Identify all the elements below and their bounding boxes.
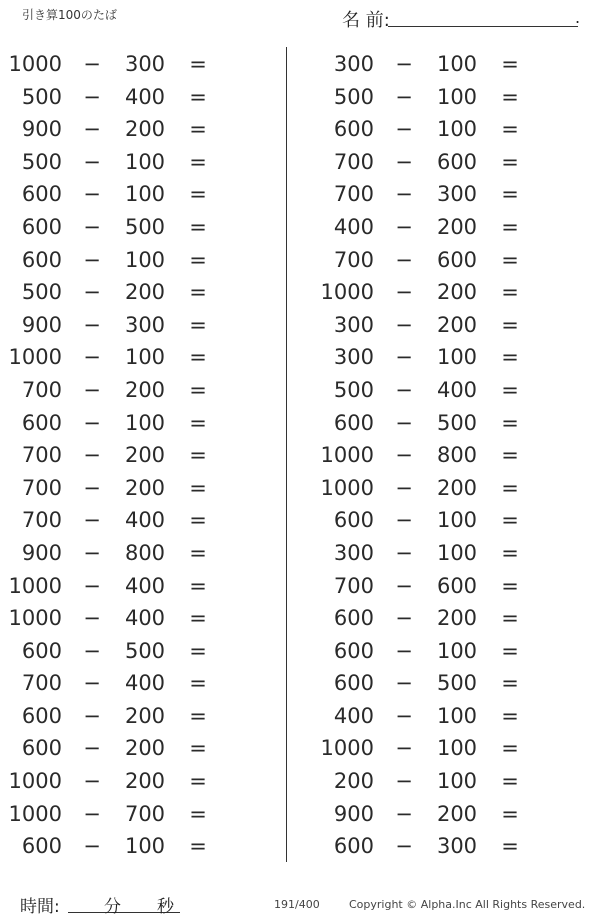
- problem-row: [312, 830, 592, 863]
- problem-row: [0, 81, 280, 114]
- worksheet-title: 引き算100のたば: [22, 8, 117, 22]
- minus-sign: −: [395, 606, 413, 631]
- problem-row: [312, 211, 592, 244]
- subtrahend: 200: [124, 443, 166, 468]
- minus-sign: −: [395, 540, 413, 565]
- equals-sign: =: [189, 671, 207, 696]
- equals-sign: =: [501, 508, 519, 533]
- problem-row: [0, 374, 280, 407]
- minuend: 600: [21, 247, 62, 272]
- problem-row: [0, 211, 280, 244]
- minuend: 600: [21, 182, 62, 207]
- minus-sign: −: [395, 508, 413, 533]
- problem-row: [0, 439, 280, 472]
- problem-row: [312, 309, 592, 342]
- equals-sign: =: [189, 84, 207, 109]
- equals-sign: =: [501, 606, 519, 631]
- minus-sign: −: [83, 703, 101, 728]
- problem-row: [0, 700, 280, 733]
- minus-sign: −: [83, 443, 101, 468]
- equals-sign: =: [501, 769, 519, 794]
- subtrahend: 200: [436, 606, 478, 631]
- minus-sign: −: [83, 214, 101, 239]
- minus-sign: −: [83, 769, 101, 794]
- minuend: 600: [21, 834, 62, 859]
- minuend: 600: [21, 736, 62, 761]
- minus-sign: −: [395, 475, 413, 500]
- subtrahend: 500: [124, 214, 166, 239]
- equals-sign: =: [189, 540, 207, 565]
- minus-sign: −: [395, 638, 413, 663]
- minuend: 1000: [8, 573, 62, 598]
- equals-sign: =: [501, 312, 519, 337]
- minuend: 1000: [320, 475, 374, 500]
- problem-row: [0, 276, 280, 309]
- seconds-label: 秒: [157, 897, 174, 917]
- problem-row: [312, 439, 592, 472]
- equals-sign: =: [189, 736, 207, 761]
- problem-row: [0, 667, 280, 700]
- problem-row: [0, 602, 280, 635]
- equals-sign: =: [501, 149, 519, 174]
- problem-row: [0, 472, 280, 505]
- problem-row: [312, 798, 592, 831]
- minuend: 1000: [8, 345, 62, 370]
- minuend: 600: [333, 117, 374, 142]
- subtrahend: 300: [124, 312, 166, 337]
- minuend: 1000: [8, 606, 62, 631]
- minus-sign: −: [395, 52, 413, 76]
- equals-sign: =: [501, 671, 519, 696]
- problem-row: [0, 798, 280, 831]
- subtrahend: 600: [436, 573, 478, 598]
- equals-sign: =: [501, 84, 519, 109]
- equals-sign: =: [189, 606, 207, 631]
- subtrahend: 100: [124, 345, 166, 370]
- minuend: 300: [333, 345, 374, 370]
- problem-row: [312, 276, 592, 309]
- subtrahend: 200: [436, 312, 478, 337]
- minuend: 600: [21, 410, 62, 435]
- minuend: 700: [21, 475, 62, 500]
- equals-sign: =: [189, 638, 207, 663]
- equals-sign: =: [501, 117, 519, 142]
- subtrahend: 100: [436, 345, 478, 370]
- subtrahend: 200: [124, 769, 166, 794]
- equals-sign: =: [189, 117, 207, 142]
- problem-row: [0, 178, 280, 211]
- equals-sign: =: [189, 834, 207, 859]
- equals-sign: =: [189, 280, 207, 305]
- subtrahend: 200: [436, 801, 478, 826]
- minuend: 700: [333, 573, 374, 598]
- minuend: 300: [333, 312, 374, 337]
- minuend: 1000: [320, 736, 374, 761]
- minuend: 600: [333, 606, 374, 631]
- problem-row: [0, 504, 280, 537]
- equals-sign: =: [189, 377, 207, 402]
- minus-sign: −: [395, 443, 413, 468]
- subtrahend: 400: [124, 573, 166, 598]
- subtrahend: 200: [124, 377, 166, 402]
- problem-row: [0, 113, 280, 146]
- minuend: 500: [21, 280, 62, 305]
- subtrahend: 100: [436, 117, 478, 142]
- subtrahend: 100: [124, 247, 166, 272]
- subtrahend: 400: [124, 606, 166, 631]
- minus-sign: −: [395, 573, 413, 598]
- minus-sign: −: [395, 247, 413, 272]
- problem-row: [0, 570, 280, 603]
- minuend: 700: [21, 377, 62, 402]
- problem-row: [312, 602, 592, 635]
- minuend: 400: [333, 703, 374, 728]
- minuend: 700: [21, 671, 62, 696]
- minus-sign: −: [395, 410, 413, 435]
- subtrahend: 600: [436, 247, 478, 272]
- subtrahend: 700: [124, 801, 166, 826]
- subtrahend: 300: [436, 182, 478, 207]
- minutes-label: 分: [104, 897, 121, 917]
- subtrahend: 200: [436, 475, 478, 500]
- minus-sign: −: [395, 117, 413, 142]
- equals-sign: =: [189, 508, 207, 533]
- minuend: 900: [21, 312, 62, 337]
- minus-sign: −: [395, 801, 413, 826]
- equals-sign: =: [501, 801, 519, 826]
- equals-sign: =: [189, 214, 207, 239]
- minuend: 500: [21, 149, 62, 174]
- minus-sign: −: [83, 52, 101, 76]
- time-label: 時間:: [20, 897, 60, 917]
- minuend: 700: [333, 149, 374, 174]
- minus-sign: −: [395, 149, 413, 174]
- minus-sign: −: [83, 508, 101, 533]
- minus-sign: −: [83, 475, 101, 500]
- equals-sign: =: [501, 443, 519, 468]
- minuend: 600: [21, 703, 62, 728]
- subtrahend: 100: [436, 52, 478, 76]
- equals-sign: =: [501, 377, 519, 402]
- column-divider: [286, 47, 287, 862]
- minuend: 500: [21, 84, 62, 109]
- equals-sign: =: [189, 443, 207, 468]
- minus-sign: −: [395, 671, 413, 696]
- subtrahend: 400: [436, 377, 478, 402]
- subtrahend: 200: [124, 280, 166, 305]
- equals-sign: =: [501, 247, 519, 272]
- subtrahend: 200: [436, 214, 478, 239]
- equals-sign: =: [189, 312, 207, 337]
- minus-sign: −: [83, 149, 101, 174]
- minus-sign: −: [395, 377, 413, 402]
- equals-sign: =: [189, 182, 207, 207]
- minuend: 900: [21, 117, 62, 142]
- minus-sign: −: [395, 769, 413, 794]
- minus-sign: −: [83, 671, 101, 696]
- subtrahend: 200: [124, 117, 166, 142]
- equals-sign: =: [501, 52, 519, 76]
- minuend: 900: [333, 801, 374, 826]
- problem-row: [312, 537, 592, 570]
- equals-sign: =: [501, 834, 519, 859]
- problem-row: [0, 407, 280, 440]
- minuend: 300: [333, 52, 374, 76]
- minuend: 500: [333, 84, 374, 109]
- problem-column-right: [312, 48, 592, 863]
- minuend: 600: [333, 410, 374, 435]
- minus-sign: −: [83, 280, 101, 305]
- equals-sign: =: [189, 410, 207, 435]
- problem-row: [312, 146, 592, 179]
- equals-sign: =: [189, 703, 207, 728]
- minuend: 200: [333, 769, 374, 794]
- problem-row: [312, 341, 592, 374]
- problem-row: [0, 244, 280, 277]
- subtrahend: 100: [436, 736, 478, 761]
- minus-sign: −: [83, 84, 101, 109]
- minuend: 1000: [320, 443, 374, 468]
- subtrahend: 400: [124, 508, 166, 533]
- minus-sign: −: [83, 834, 101, 859]
- subtrahend: 300: [436, 834, 478, 859]
- subtrahend: 100: [436, 769, 478, 794]
- name-blank-line: [388, 26, 578, 27]
- problem-row: [0, 732, 280, 765]
- subtrahend: 100: [436, 703, 478, 728]
- minus-sign: −: [395, 182, 413, 207]
- minus-sign: −: [83, 247, 101, 272]
- problem-row: [0, 537, 280, 570]
- equals-sign: =: [189, 247, 207, 272]
- minuend: 400: [333, 214, 374, 239]
- equals-sign: =: [501, 638, 519, 663]
- equals-sign: =: [501, 182, 519, 207]
- equals-sign: =: [189, 475, 207, 500]
- minuend: 300: [333, 540, 374, 565]
- subtrahend: 100: [124, 410, 166, 435]
- equals-sign: =: [189, 149, 207, 174]
- minus-sign: −: [83, 117, 101, 142]
- equals-sign: =: [189, 345, 207, 370]
- name-label: 名 前:: [342, 10, 390, 31]
- minus-sign: −: [83, 540, 101, 565]
- equals-sign: =: [501, 280, 519, 305]
- subtrahend: 600: [436, 149, 478, 174]
- minuend: 1000: [8, 801, 62, 826]
- minus-sign: −: [395, 736, 413, 761]
- minus-sign: −: [83, 736, 101, 761]
- subtrahend: 100: [436, 638, 478, 663]
- problem-row: [312, 732, 592, 765]
- minus-sign: −: [83, 410, 101, 435]
- equals-sign: =: [189, 52, 207, 76]
- copyright-notice: Copyright © Alpha.Inc All Rights Reserved.: [349, 898, 586, 911]
- minuend: 700: [21, 443, 62, 468]
- minus-sign: −: [83, 573, 101, 598]
- subtrahend: 300: [124, 52, 166, 76]
- subtrahend: 500: [436, 671, 478, 696]
- problem-row: [312, 113, 592, 146]
- equals-sign: =: [501, 410, 519, 435]
- minuend: 600: [333, 671, 374, 696]
- problem-row: [312, 374, 592, 407]
- problem-row: [0, 309, 280, 342]
- problem-row: [312, 244, 592, 277]
- page-count: 191/400: [274, 898, 320, 911]
- minus-sign: −: [395, 84, 413, 109]
- minuend: 600: [333, 834, 374, 859]
- subtrahend: 800: [436, 443, 478, 468]
- problem-column-left: [0, 48, 280, 863]
- problem-row: [0, 48, 280, 81]
- name-end-mark: .: [575, 8, 581, 27]
- minuend: 900: [21, 540, 62, 565]
- problem-row: [0, 830, 280, 863]
- minuend: 1000: [320, 280, 374, 305]
- subtrahend: 100: [436, 508, 478, 533]
- problem-row: [312, 570, 592, 603]
- equals-sign: =: [501, 214, 519, 239]
- minus-sign: −: [395, 214, 413, 239]
- minus-sign: −: [83, 312, 101, 337]
- minuend: 700: [333, 182, 374, 207]
- problem-row: [312, 81, 592, 114]
- problem-row: [312, 178, 592, 211]
- problem-row: [312, 765, 592, 798]
- subtrahend: 200: [124, 475, 166, 500]
- subtrahend: 100: [436, 84, 478, 109]
- equals-sign: =: [189, 573, 207, 598]
- equals-sign: =: [501, 475, 519, 500]
- equals-sign: =: [501, 345, 519, 370]
- minuend: 700: [21, 508, 62, 533]
- subtrahend: 100: [124, 182, 166, 207]
- minuend: 1000: [8, 769, 62, 794]
- minus-sign: −: [395, 345, 413, 370]
- subtrahend: 500: [436, 410, 478, 435]
- minuend: 500: [333, 377, 374, 402]
- subtrahend: 800: [124, 540, 166, 565]
- problem-row: [312, 635, 592, 668]
- equals-sign: =: [501, 703, 519, 728]
- subtrahend: 400: [124, 671, 166, 696]
- minus-sign: −: [395, 703, 413, 728]
- subtrahend: 100: [436, 540, 478, 565]
- minuend: 600: [21, 638, 62, 663]
- equals-sign: =: [501, 540, 519, 565]
- problem-row: [0, 635, 280, 668]
- problem-row: [312, 48, 592, 81]
- subtrahend: 500: [124, 638, 166, 663]
- subtrahend: 200: [436, 280, 478, 305]
- equals-sign: =: [189, 801, 207, 826]
- minus-sign: −: [83, 638, 101, 663]
- problem-row: [312, 407, 592, 440]
- problem-row: [312, 667, 592, 700]
- minus-sign: −: [83, 801, 101, 826]
- equals-sign: =: [501, 736, 519, 761]
- minus-sign: −: [83, 606, 101, 631]
- problem-row: [312, 504, 592, 537]
- equals-sign: =: [189, 769, 207, 794]
- minus-sign: −: [83, 377, 101, 402]
- subtrahend: 200: [124, 736, 166, 761]
- minus-sign: −: [395, 312, 413, 337]
- minus-sign: −: [395, 834, 413, 859]
- minus-sign: −: [395, 280, 413, 305]
- subtrahend: 100: [124, 834, 166, 859]
- problem-row: [312, 472, 592, 505]
- subtrahend: 200: [124, 703, 166, 728]
- minus-sign: −: [83, 182, 101, 207]
- minus-sign: −: [83, 345, 101, 370]
- subtrahend: 100: [124, 149, 166, 174]
- equals-sign: =: [501, 573, 519, 598]
- minuend: 600: [21, 214, 62, 239]
- subtrahend: 400: [124, 84, 166, 109]
- minuend: 600: [333, 638, 374, 663]
- minuend: 600: [333, 508, 374, 533]
- problem-row: [312, 700, 592, 733]
- problem-row: [0, 765, 280, 798]
- problem-row: [0, 341, 280, 374]
- minuend: 700: [333, 247, 374, 272]
- problem-row: [0, 146, 280, 179]
- minuend: 1000: [8, 52, 62, 76]
